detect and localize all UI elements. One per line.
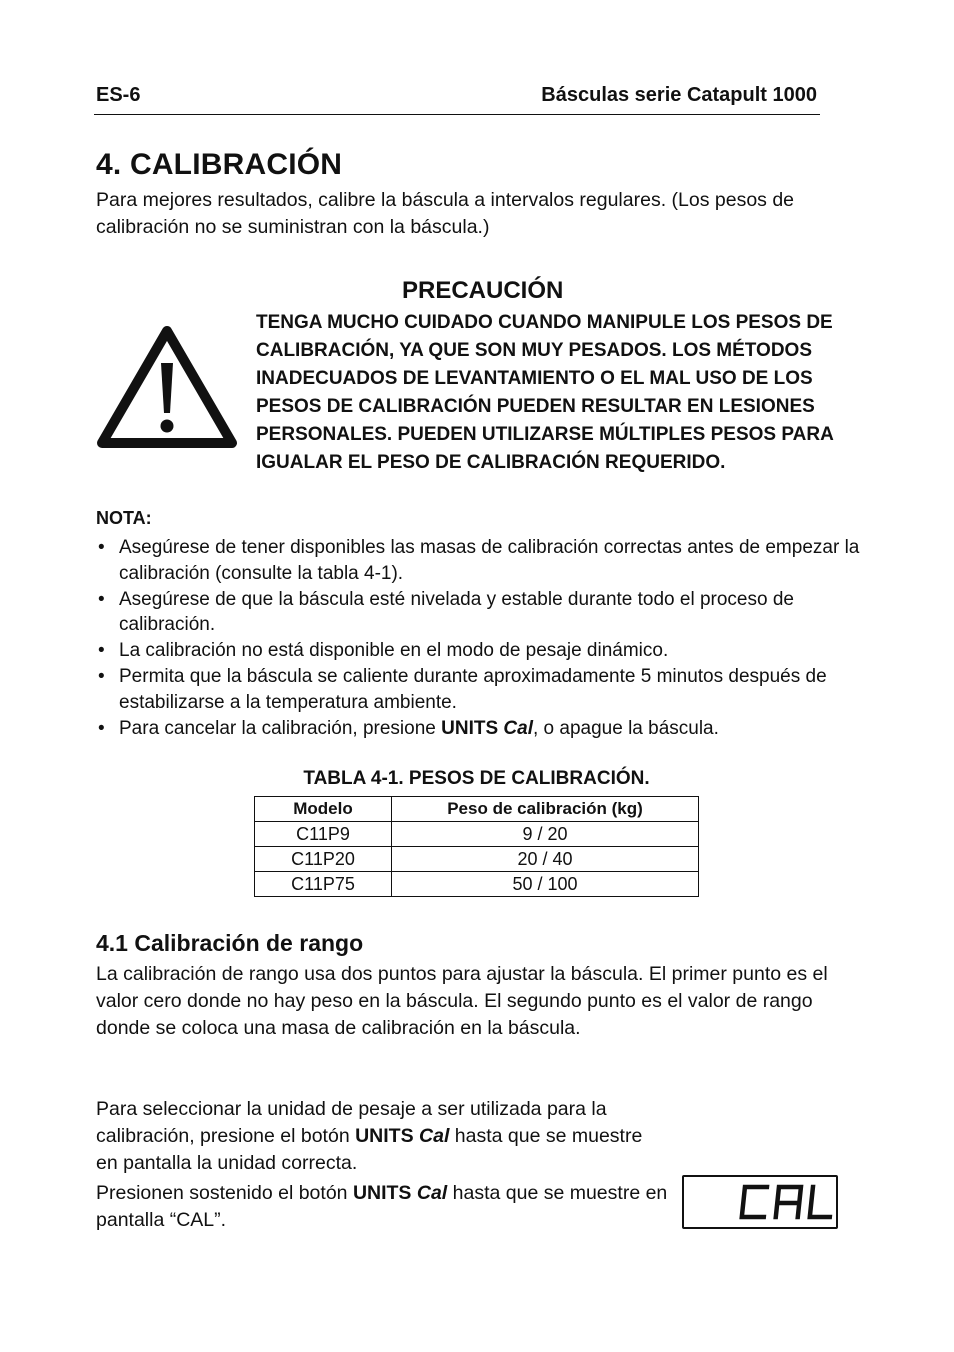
warning-triangle-icon <box>96 325 238 449</box>
table-row <box>255 872 699 897</box>
table-row <box>255 847 699 872</box>
hold-button-paragraph: Presionen sostenido el botón UNITS Cal hasta que se muestre en pantalla “CAL”. <box>96 1182 668 1231</box>
page-number: ES-6 <box>96 84 141 106</box>
table-cell: C11P75 <box>255 872 392 897</box>
table-cell: 20 / 40 <box>392 847 699 872</box>
list-item: • Asegúrese de tener disponibles las masas de calibración correctas antes de empezar la calibración (consulte la tabla 4-1). <box>96 535 866 586</box>
span-calibration-paragraph: La calibración de rango usa dos puntos para ajustar la báscula. El primer punto es el valor cero donde no hay peso en la báscula. El segundo punto es el valor de rango donde se coloca una masa de calibración en la báscula. <box>96 963 828 1039</box>
cal-label: Cal <box>503 717 533 739</box>
units-button-label: UNITS <box>441 717 499 739</box>
caution-title: PRECAUCIÓN <box>402 277 564 304</box>
section-title: 4. CALIBRACIÓN <box>96 148 343 181</box>
note-label: NOTA: <box>96 508 152 528</box>
cal-display-readout <box>684 1177 836 1227</box>
lcd-display-icon <box>682 1175 838 1229</box>
note-list <box>96 535 866 742</box>
table-cell: 9 / 20 <box>392 822 699 847</box>
list-item: • Asegúrese de que la báscula esté nivelada y estable durante todo el proceso de calibración. <box>96 587 866 638</box>
table-row <box>255 822 699 847</box>
caution-text: TENGA MUCHO CUIDADO CUANDO MANIPULE LOS PESOS DE CALIBRACIÓN, YA QUE SON MUY PESADOS. LOS MÉTODOS INADECUADOS DE LEVANTAMIENTO O EL MAL USO DE LOS PESOS DE CALIBRACIÓN PUEDEN RESULTAR EN LESIONES PERSONALES. PUEDEN UTILIZARSE MÚLTIPLES PESOS PARA IGUALAR EL PESO DE CALIBRACIÓN REQUERIDO. <box>256 312 834 473</box>
select-unit-paragraph: Para seleccionar la unidad de pesaje a ser utilizada para la calibración, presione el botón UNITS Cal hasta que se muestre en pantalla la unidad correcta. <box>96 1098 643 1174</box>
calibration-weights-table <box>254 796 699 897</box>
list-item: • Para cancelar la calibración, presione UNITS Cal, o apague la báscula. <box>96 716 866 742</box>
table-title: TABLA 4-1. PESOS DE CALIBRACIÓN. <box>303 768 650 789</box>
table-cell: C11P9 <box>255 822 392 847</box>
subsection-title: 4.1 Calibración de rango <box>96 930 364 956</box>
list-item: • La calibración no está disponible en el modo de pesaje dinámico. <box>96 638 866 664</box>
list-item: • Permita que la báscula se caliente durante aproximadamente 5 minutos después de estabilizarse a la temperatura ambiente. <box>96 664 866 715</box>
cal-label: Cal <box>419 1125 450 1147</box>
units-button-label: UNITS <box>352 1182 412 1204</box>
table-cell: C11P20 <box>255 847 392 872</box>
cal-label: Cal <box>416 1182 448 1204</box>
column-header: Peso de calibración (kg) <box>392 797 699 822</box>
column-header: Modelo <box>255 797 392 822</box>
units-button-label: UNITS <box>355 1125 414 1147</box>
table-header-row <box>255 797 699 822</box>
header-divider <box>94 114 820 115</box>
table-cell: 50 / 100 <box>392 872 699 897</box>
document-title: Básculas serie Catapult 1000 <box>541 84 817 106</box>
intro-paragraph: Para mejores resultados, calibre la báscula a intervalos regulares. (Los pesos de calibración no se suministran con la báscula.) <box>96 189 795 238</box>
